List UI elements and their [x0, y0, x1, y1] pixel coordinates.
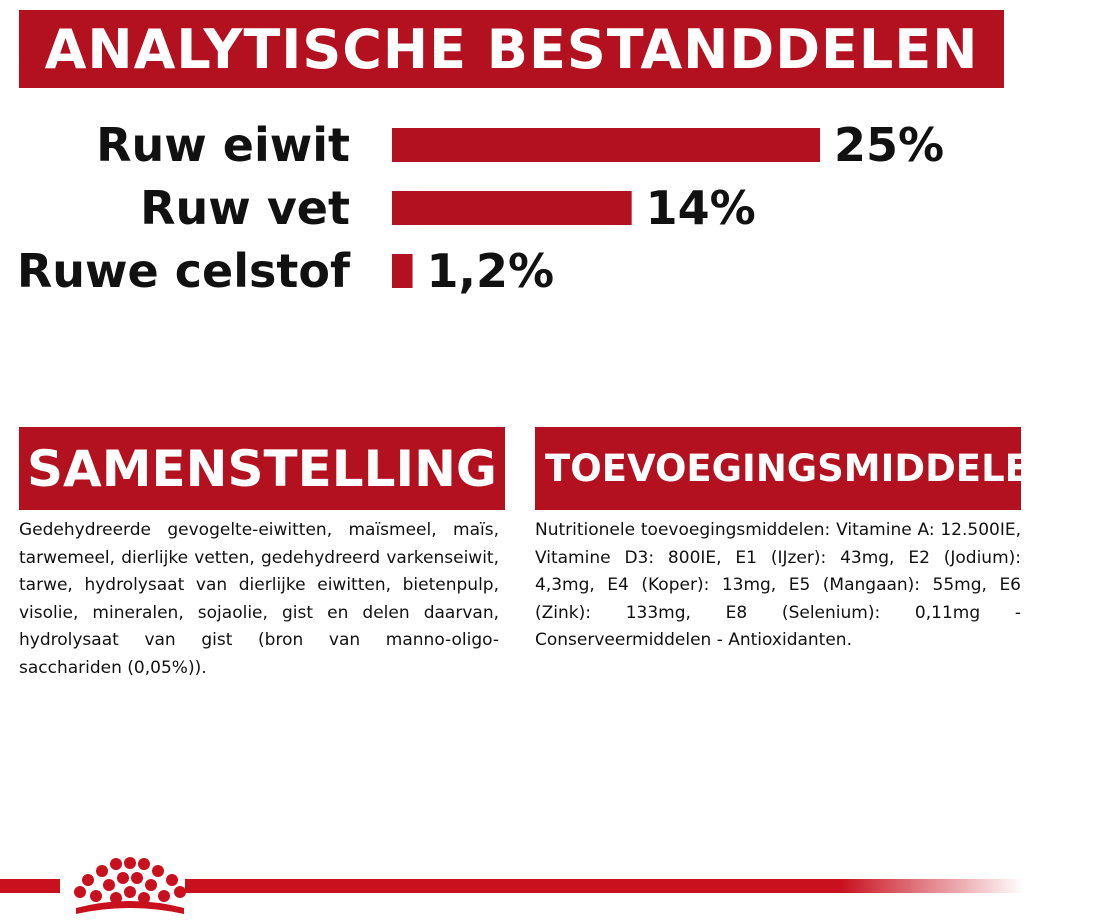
composition-banner [19, 427, 505, 510]
value-label: 25% [834, 118, 945, 172]
bar [392, 128, 820, 162]
additives-banner [535, 427, 1118, 510]
composition-heading: SAMENSTELLING [27, 439, 497, 498]
title-banner [19, 10, 1004, 88]
additives-text: Nutritionele toevoegingsmiddelen: Vitamine A: 12.500IE, Vitamine D3: 800IE, E1 (IJzer): 43mg, E2 (Jodium): 4,3mg, E4 (Koper): 13mg, E5 (Mangaan): 55mg, E6 (Zink): 133mg, E8 (Selenium): 0,11mg - Conserveermiddelen - Antioxidanten. [535, 520, 1021, 650]
value-label: 1,2% [426, 244, 555, 298]
bar [392, 191, 632, 225]
page-title: ANALYTISCHE BESTANDDELEN [44, 17, 979, 81]
additives-heading: TOEVOEGINGSMIDDELEN [545, 447, 1061, 490]
category-label: Ruw eiwit [96, 118, 350, 172]
value-label: 14% [645, 181, 756, 235]
category-label: Ruw vet [140, 181, 350, 235]
royal-canin-crown-icon [70, 856, 190, 918]
category-label: Ruwe celstof [16, 244, 350, 298]
bar [392, 254, 413, 288]
composition-text: Gedehydreerde gevogelte-eiwitten, maïsmeel, maïs, tarwemeel, dierlijke vetten, gedehydreerd varkenseiwit, tarwe, hydrolysaat van dierlijke eiwitten, bietenpulp, visolie, mineralen, sojaolie, gist en delen daarvan, hydrolysaat van gist (bron van manno-oligo-sacchariden (0,05%)). [19, 520, 499, 678]
nutrient-bar-chart [0, 100, 1024, 320]
additives-unit: (/kg) [1064, 463, 1118, 488]
